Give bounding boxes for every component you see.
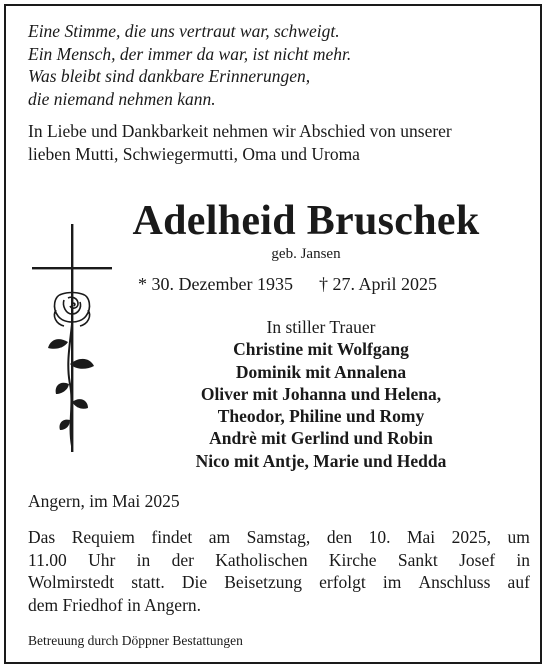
requiem-word: in (516, 549, 530, 570)
obituary-notice (4, 4, 542, 664)
requiem-word: statt. (131, 572, 165, 592)
requiem-word: erfolgt (319, 572, 366, 592)
death-date: † 27. April 2025 (318, 274, 437, 294)
requiem-word: Samstag, (246, 527, 311, 547)
intro-line: lieben Mutti, Schwiegermutti, Oma und Uroma (28, 143, 360, 164)
requiem-word: findet (151, 527, 193, 547)
funeral-home-credit: Betreuung durch Döppner Bestattungen (28, 633, 243, 648)
requiem-word: Die (181, 572, 208, 592)
poem-line: Ein Mensch, der immer da war, ist nicht mehr. (28, 43, 352, 64)
requiem-word: Das (28, 527, 56, 547)
poem-line: die niemand nehmen kann. (28, 88, 216, 109)
requiem-word: Mai (406, 527, 436, 547)
requiem-word: Uhr (88, 549, 116, 570)
requiem-word: 10. (368, 527, 391, 547)
requiem-word: in (136, 549, 151, 570)
requiem-word: Sankt (397, 549, 438, 570)
mourner-family: Dominik mit Annalena (235, 361, 407, 382)
requiem-word: 2025, (451, 527, 492, 547)
requiem-word: auf (507, 572, 530, 592)
requiem-word: Beisetzung (224, 572, 303, 592)
requiem-line (28, 571, 530, 594)
deceased-name: Adelheid Bruschek (132, 198, 480, 244)
mourner-family: Theodor, Philine und Romy (217, 406, 425, 427)
requiem-word: 11.00 (28, 549, 67, 570)
requiem-word: Kirche (328, 549, 377, 570)
requiem-line (28, 549, 530, 572)
maiden-name: geb. Jansen (271, 246, 341, 262)
mourner-family: Christine mit Wolfgang (233, 339, 409, 360)
intro-text (28, 120, 528, 165)
mourner-family: Andrè mit Gerlind und Robin (209, 428, 433, 449)
requiem-word: Katholischen (215, 549, 308, 570)
cross-with-rose-icon (32, 224, 112, 454)
life-dates (138, 272, 437, 296)
mourners-lead: In stiller Trauer (266, 317, 376, 337)
requiem-word: im (382, 572, 402, 592)
requiem-line: dem Friedhof in Angern. (28, 594, 202, 615)
requiem-word: der (171, 549, 194, 570)
mourner-family: Oliver mit Johanna und Helena, (200, 383, 442, 404)
requiem-info (28, 526, 530, 616)
requiem-word: Josef (459, 549, 496, 570)
intro-line: In Liebe und Dankbarkeit nehmen wir Abschied von unserer (28, 121, 452, 141)
poem-line: Eine Stimme, die uns vertraut war, schweigt. (28, 21, 340, 41)
requiem-word: Anschluss (418, 572, 491, 592)
poem-line: Was bleibt sind dankbare Erinnerungen, (28, 66, 311, 86)
requiem-word: Wolmirstedt (28, 572, 115, 592)
mourners (126, 316, 516, 472)
mourner-family: Nico mit Antje, Marie und Hedda (195, 450, 447, 471)
place-date: Angern, im Mai 2025 (28, 491, 180, 511)
poem (28, 20, 351, 110)
requiem-word: um (507, 527, 530, 547)
requiem-word: Requiem (71, 527, 135, 547)
requiem-word: den (326, 527, 353, 547)
birth-date: * 30. Dezember 1935 (138, 274, 293, 294)
requiem-word: am (208, 527, 231, 547)
requiem-line (28, 526, 530, 549)
